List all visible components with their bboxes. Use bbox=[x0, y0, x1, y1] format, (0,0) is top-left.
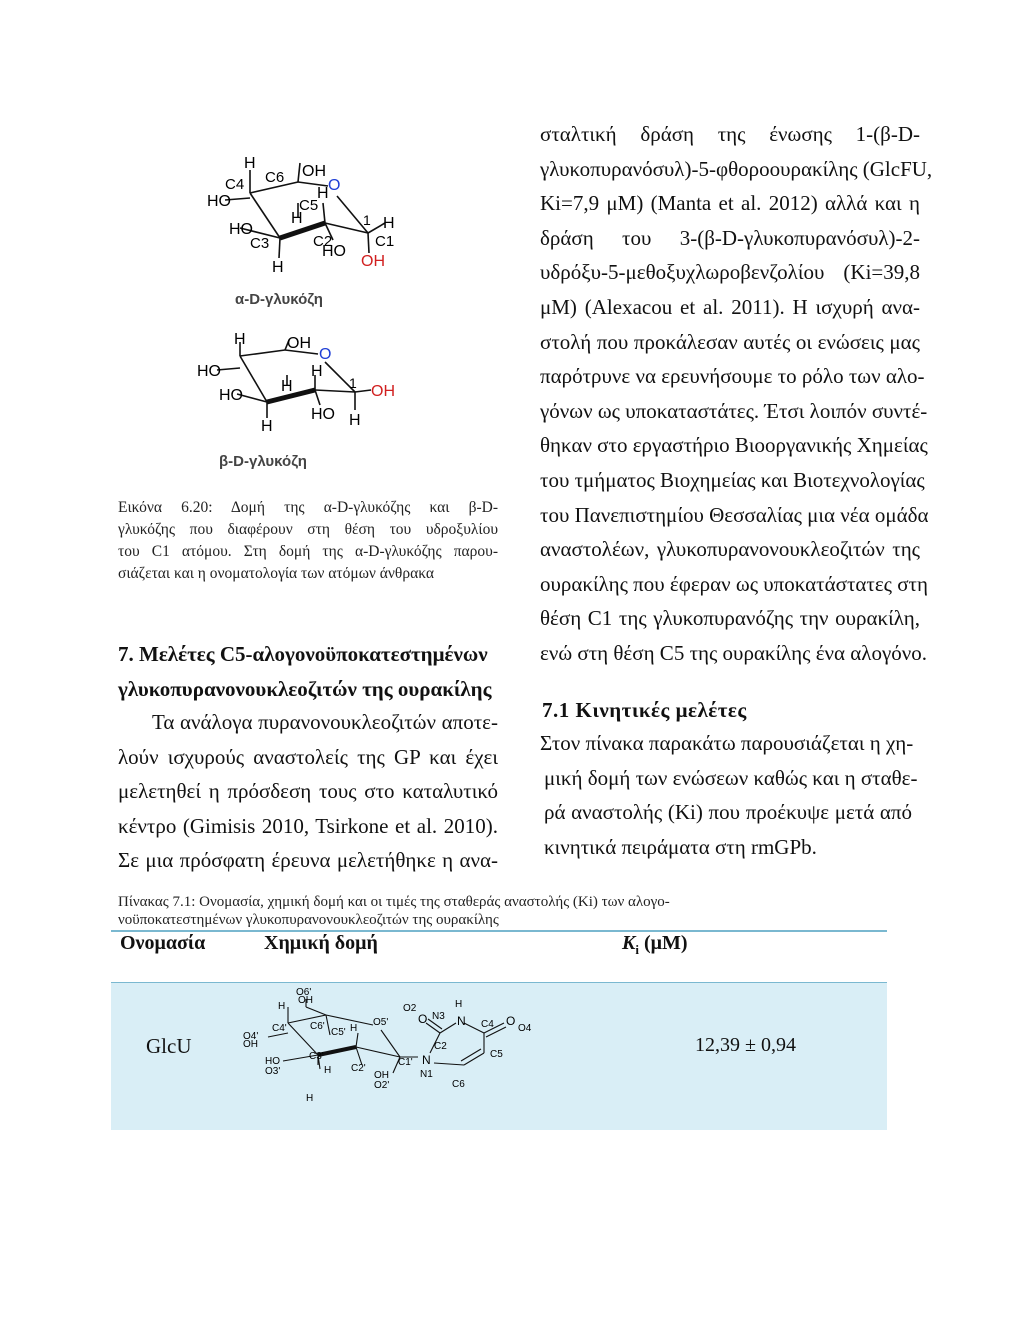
caption-line: σιάζεται και η ονοματολογία των ατόμων άνθρακα bbox=[118, 565, 435, 582]
text-line: ενώ στη θέση C5 της ουρακίλης ένα αλογόνο. bbox=[540, 640, 927, 665]
text-line: κέντρο (Gimisis 2010, Tsirkone et al. 2010). bbox=[118, 813, 498, 838]
table-caption-line: νοϋποκατεστημένων γλυκοπυρανονουκλεοζιτών της ουρακίλης bbox=[118, 912, 499, 928]
section-7-1-paragraph bbox=[540, 726, 918, 864]
atom-h: H bbox=[317, 185, 329, 202]
caption-line: του C1 ατόμου. Στη δομή της α-D-γλυκόζης παρου- bbox=[118, 543, 498, 560]
atom-h: H bbox=[244, 155, 256, 172]
svg-text:C2': C2' bbox=[351, 1063, 366, 1074]
svg-text:O4': O4' bbox=[243, 1031, 259, 1042]
atom-h: H bbox=[234, 331, 246, 348]
atom-oh: OH bbox=[302, 163, 326, 180]
svg-text:O: O bbox=[418, 1012, 428, 1026]
svg-text:C2: C2 bbox=[434, 1041, 447, 1052]
svg-text:N1: N1 bbox=[420, 1069, 433, 1080]
text-line: Τα ανάλογα πυρανονουκλεοζιτών αποτε- bbox=[152, 710, 498, 734]
svg-text:OH: OH bbox=[243, 1039, 258, 1050]
caption-line: Εικόνα 6.20: Δομή της α-D-γλυκόζης και β-D- bbox=[118, 499, 498, 516]
figure-caption bbox=[118, 497, 498, 585]
atom-h: H bbox=[272, 259, 284, 276]
svg-text:HO: HO bbox=[265, 1056, 280, 1067]
svg-text:H: H bbox=[278, 1001, 286, 1012]
text-line: Ki=7,9 μM) (Manta et al. 2012) αλλά και η bbox=[540, 191, 920, 216]
atom-oh: OH bbox=[361, 253, 385, 270]
right-column-paragraph bbox=[540, 117, 933, 671]
svg-text:N: N bbox=[457, 1014, 466, 1028]
section-7-paragraph bbox=[118, 705, 498, 878]
caption-line: γλυκόζης που διαφέρουν στη θέση του υδροξυλίου bbox=[118, 521, 498, 538]
text-line: κινητικά πειράματα στη rmGPb. bbox=[544, 834, 817, 859]
text-line: Σε μια πρόσφατη έρευνα μελετήθηκε η ανα- bbox=[118, 848, 498, 873]
text-line: μική δομή των ενώσεων καθώς και η σταθε- bbox=[544, 765, 918, 790]
atom-h: H bbox=[261, 418, 273, 435]
text-line: θηκαν στο εργαστήριο Βιοοργανικής Χημείας bbox=[540, 433, 928, 458]
text-line: Στον πίνακα παρακάτω παρουσιάζεται η χη- bbox=[540, 731, 914, 755]
table-caption-line: Πίνακας 7.1: Ονομασία, χημική δομή και οι τιμές της σταθεράς αναστολής (Ki) των αλογο- bbox=[118, 894, 670, 910]
ring-oxygen: O bbox=[328, 177, 341, 194]
atom-ho: HO bbox=[311, 406, 335, 423]
svg-text:C6: C6 bbox=[452, 1079, 465, 1090]
svg-text:O2: O2 bbox=[403, 1003, 417, 1014]
atom-h: H bbox=[383, 215, 395, 232]
label-c6: C6 bbox=[265, 169, 285, 186]
atom-h: H bbox=[349, 412, 361, 429]
section-7-1-heading: 7.1 Κινητικές μελέτες bbox=[542, 698, 747, 722]
text-line: γλυκοπυρανόσυλ)-5-φθοροουρακίλης (GlcFU, bbox=[540, 156, 933, 181]
heading-line: γλυκοπυρανονουκλεοζιτών της ουρακίλης bbox=[118, 676, 492, 701]
text-line: στολή που προκάλεσαν αυτές οι ενώσεις μας bbox=[540, 329, 920, 354]
svg-text:C4: C4 bbox=[481, 1019, 494, 1030]
text-line: θέση C1 της γλυκοπυρανόζης την ουρακίλη, bbox=[540, 606, 920, 631]
beta-glucose-structure bbox=[195, 330, 425, 475]
text-line: παρότρυνε να ερευνήσουμε το ρόλο των αλο- bbox=[540, 364, 925, 389]
compound-name: GlcU bbox=[146, 1034, 192, 1058]
table-header-structure: Χημική δομή bbox=[264, 932, 378, 954]
table-caption bbox=[118, 893, 778, 929]
atom-oh: OH bbox=[371, 383, 395, 400]
text-line: υδρόξυ-5-μεθοξυχλωροβενζολίου (Ki=39,8 bbox=[540, 260, 920, 285]
svg-text:O2': O2' bbox=[374, 1080, 390, 1091]
svg-text:N: N bbox=[422, 1053, 431, 1067]
atom-ho: HO bbox=[229, 221, 253, 238]
atom-h: H bbox=[291, 210, 303, 227]
text-line: σταλτική δράση της ένωσης 1-(β-D- bbox=[540, 122, 920, 146]
text-line: του τμήματος Βιοχημείας και Βιοτεχνολογίας bbox=[540, 467, 925, 492]
svg-text:O3': O3' bbox=[265, 1066, 281, 1077]
section-7-heading bbox=[118, 637, 498, 706]
label-c2: C2 bbox=[313, 233, 333, 250]
atom-oh: OH bbox=[287, 335, 311, 352]
glcu-structure bbox=[238, 985, 538, 1107]
ring-position-number: 1 bbox=[349, 375, 357, 391]
svg-text:C6': C6' bbox=[310, 1021, 325, 1032]
ring-oxygen: O bbox=[319, 346, 332, 363]
ring-position-number: 1 bbox=[363, 212, 371, 228]
svg-text:O5': O5' bbox=[373, 1017, 389, 1028]
text-line: ρά αναστολής (Ki) που προέκυψε μετά από bbox=[544, 800, 912, 825]
atom-ho: HO bbox=[207, 193, 231, 210]
label-c3: C3 bbox=[250, 235, 270, 252]
text-line: ουρακίλης που έφεραν ως υποκατάστατες στη bbox=[540, 571, 928, 596]
text-line: μM) (Alexacou et al. 2011). Η ισχυρή ανα- bbox=[540, 294, 920, 319]
svg-text:H: H bbox=[306, 1093, 314, 1104]
text-line: δράση του 3-(β-D-γλυκοπυρανόσυλ)-2- bbox=[540, 225, 920, 250]
atom-h: H bbox=[281, 378, 293, 395]
svg-text:OH: OH bbox=[298, 995, 313, 1006]
svg-text:C1': C1' bbox=[398, 1057, 413, 1068]
heading-line: 7. Μελέτες C5-αλογονοϋποκατεστημένων bbox=[118, 642, 488, 666]
ki-value: 12,39 ± 0,94 bbox=[695, 1034, 796, 1056]
svg-text:C3': C3' bbox=[309, 1051, 324, 1062]
text-line: μελετηθεί η πρόσδεση τους στο καταλυτικό bbox=[118, 779, 498, 804]
label-c1: C1 bbox=[375, 233, 395, 250]
alpha-glucose-name: α-D-γλυκόζη bbox=[235, 291, 323, 308]
table-top-rule bbox=[111, 930, 887, 932]
svg-text:N3: N3 bbox=[432, 1011, 445, 1022]
svg-text:H: H bbox=[324, 1065, 332, 1076]
svg-text:O: O bbox=[506, 1014, 516, 1028]
table-header-name: Ονομασία bbox=[120, 932, 206, 954]
atom-ho: HO bbox=[322, 243, 346, 260]
svg-text:OH: OH bbox=[374, 1070, 389, 1081]
text-line: αναστολέων, γλυκοπυρανονουκλεοζιτών της bbox=[540, 537, 920, 562]
text-line: λούν ισχυρούς αναστολείς της GP και έχει bbox=[118, 744, 498, 769]
atom-ho: HO bbox=[219, 387, 243, 404]
svg-text:O4: O4 bbox=[518, 1023, 532, 1034]
table-header-ki: $K_i$ (μM) bbox=[622, 932, 688, 957]
text-line: γόνων ως υποκαταστάτες. Έτσι λοιπόν συντέ- bbox=[540, 398, 928, 423]
beta-glucose-name: β-D-γλυκόζη bbox=[219, 453, 307, 470]
text-line: του Πανεπιστημίου Θεσσαλίας μια νέα ομάδα bbox=[540, 502, 929, 527]
label-c4: C4 bbox=[225, 176, 245, 193]
svg-text:C4': C4' bbox=[272, 1023, 287, 1034]
atom-h: H bbox=[311, 363, 323, 380]
svg-text:H: H bbox=[350, 1023, 358, 1034]
atom-ho: HO bbox=[197, 363, 221, 380]
svg-text:O6': O6' bbox=[296, 987, 312, 998]
alpha-glucose-structure bbox=[195, 148, 425, 313]
svg-text:C5': C5' bbox=[331, 1027, 346, 1038]
svg-text:H: H bbox=[455, 999, 463, 1010]
svg-text:C5: C5 bbox=[490, 1049, 503, 1060]
label-c5: C5 bbox=[299, 197, 319, 214]
